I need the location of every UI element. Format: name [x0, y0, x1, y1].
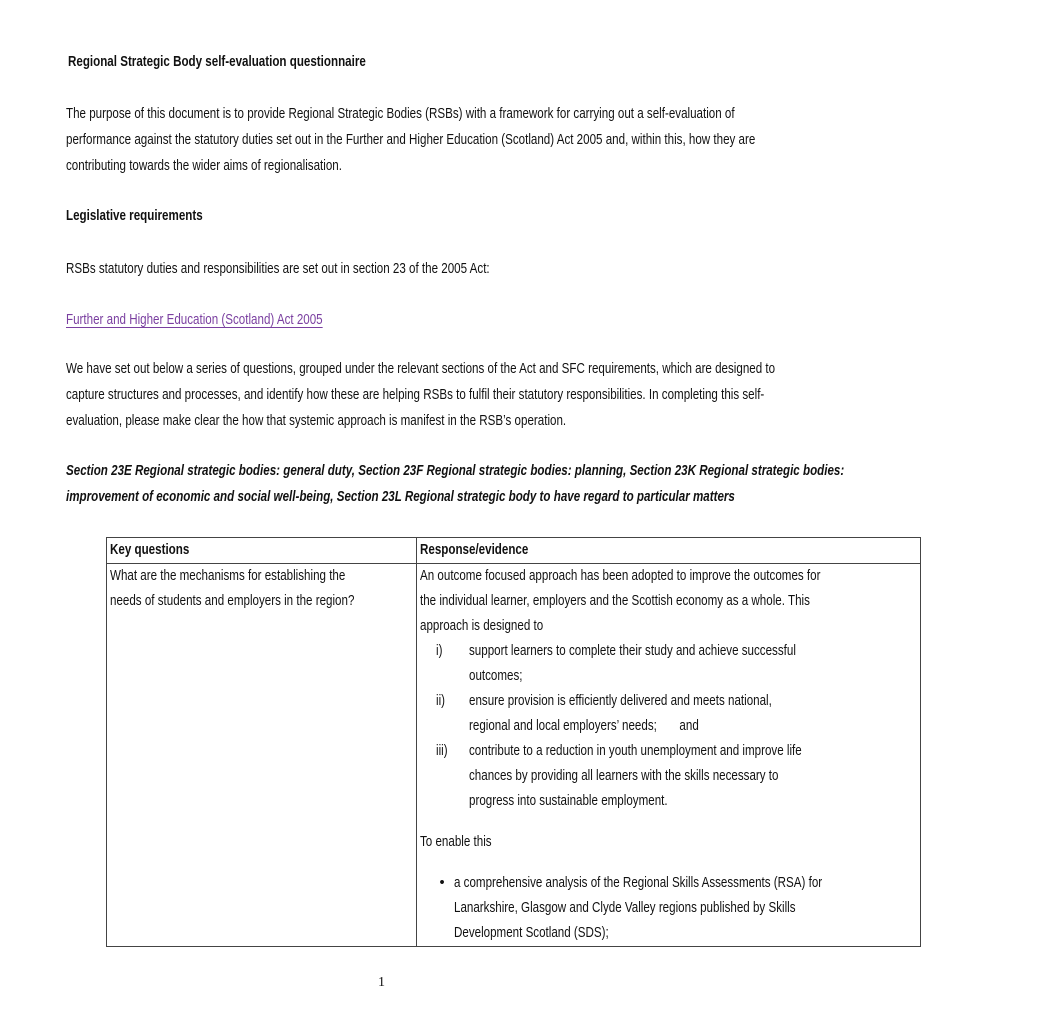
header-response-evidence: Response/evidence — [416, 538, 921, 564]
spacer — [420, 814, 921, 830]
bullet-text: Lanarkshire, Glasgow and Clyde Valley regions published by Skills — [453, 900, 796, 916]
bullet-item-cont — [420, 896, 921, 921]
table-header-row — [107, 538, 921, 564]
questions-table — [106, 537, 921, 947]
bullet-item — [420, 871, 921, 896]
legislative-heading: Legislative requirements — [66, 208, 203, 224]
numbered-item-3 — [420, 739, 921, 764]
item-text: outcomes; — [468, 668, 523, 684]
numbered-item-3-cont — [420, 764, 921, 789]
bullet-text: Development Scotland (SDS); — [453, 925, 609, 941]
numbered-item-1-cont — [420, 664, 921, 689]
key-question-cell — [107, 564, 417, 947]
act-link[interactable]: Further and Higher Education (Scotland) Act 2005 — [66, 312, 323, 328]
questions-line-1: We have set out below a series of questions, grouped under the relevant sections of the Act and SFC requirements, which are designed to — [66, 361, 776, 377]
response-cell — [416, 564, 921, 947]
item-text: support learners to complete their study and achieve successful — [468, 643, 796, 659]
response-intro-line: the individual learner, employers and the Scottish economy as a whole. This — [419, 593, 810, 609]
question-line: needs of students and employers in the region? — [110, 593, 355, 609]
table-row — [107, 564, 921, 947]
item-number: ii) — [435, 693, 445, 709]
document-title: Regional Strategic Body self-evaluation questionnaire — [68, 54, 366, 70]
bullet-item-cont — [420, 921, 921, 946]
intro-line-2: performance against the statutory duties set out in the Further and Higher Education (Scotland) Act 2005 and, within this, how they are — [66, 132, 756, 148]
numbered-item-1 — [420, 639, 921, 664]
response-intro-line: An outcome focused approach has been adopted to improve the outcomes for — [419, 568, 820, 584]
spacer — [420, 855, 921, 871]
item-text: regional and local employers’ needs; and — [468, 718, 699, 734]
intro-line-1: The purpose of this document is to provide Regional Strategic Bodies (RSBs) with a framework for carrying out a self-evaluation of — [66, 106, 735, 122]
item-number: i) — [435, 643, 442, 659]
numbered-item-2 — [420, 689, 921, 714]
item-text: ensure provision is efficiently delivered and meets national, — [468, 693, 772, 709]
numbered-item-3-cont — [420, 789, 921, 814]
bullet-text: a comprehensive analysis of the Regional Skills Assessments (RSA) for — [453, 875, 822, 891]
bullet-icon: • — [439, 875, 445, 891]
question-line: What are the mechanisms for establishing the — [110, 568, 346, 584]
page-number: 1 — [378, 975, 385, 990]
item-text: progress into sustainable employment. — [468, 793, 668, 809]
item-text: chances by providing all learners with the skills necessary to — [468, 768, 779, 784]
duties-text: RSBs statutory duties and responsibilities are set out in section 23 of the 2005 Act: — [66, 261, 490, 277]
numbered-item-2-cont — [420, 714, 921, 739]
section-heading-line-2: improvement of economic and social well-being, Section 23L Regional strategic body to have regard to particular matters — [66, 489, 735, 505]
questions-line-2: capture structures and processes, and identify how these are helping RSBs to fulfil their statutory responsibilities. In completing this self- — [66, 387, 765, 403]
response-intro-line: approach is designed to — [419, 618, 543, 634]
item-text: contribute to a reduction in youth unemployment and improve life — [468, 743, 802, 759]
header-key-questions: Key questions — [107, 538, 417, 564]
enable-text: To enable this — [419, 834, 492, 850]
questions-line-3: evaluation, please make clear the how that systemic approach is manifest in the RSB’s operation. — [66, 413, 567, 429]
section-heading-line-1: Section 23E Regional strategic bodies: general duty, Section 23F Regional strategic bodies: planning, Section 23K Regional strategic bodies: — [66, 463, 845, 479]
intro-line-3: contributing towards the wider aims of regionalisation. — [66, 158, 342, 174]
item-number: iii) — [435, 743, 448, 759]
